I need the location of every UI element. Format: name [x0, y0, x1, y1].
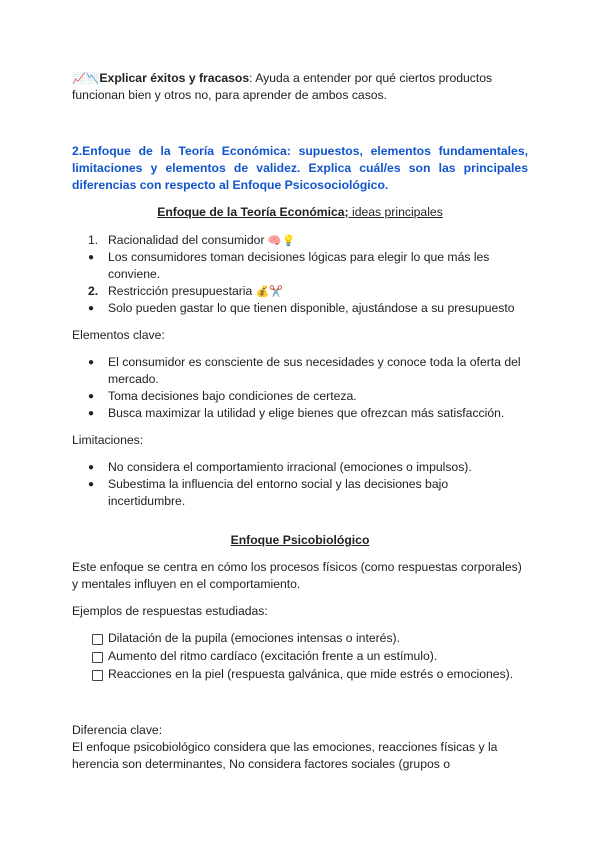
list-item-logical-decisions-cont: conviene.: [108, 267, 161, 281]
checkbox[interactable]: [92, 634, 103, 645]
element-item: El consumidor es consciente de sus necesidades y conoce toda la oferta del: [108, 355, 521, 369]
intro-line-2: funcionan bien y otros no, para aprender de ambos casos.: [72, 88, 388, 102]
list-marker-2: 2.: [88, 284, 99, 298]
element-item: Busca maximizar la utilidad y elige bienes que ofrezcan más satisfacción.: [108, 406, 505, 420]
list-item-budget: [108, 283, 528, 301]
bullet-marker: ●: [88, 479, 95, 490]
diff-line-1: El enfoque psicobiológico considera que las emociones, reacciones físicas y la: [72, 740, 498, 754]
diff-line-2: herencia son determinantes, No considera factores sociales (grupos o: [72, 757, 451, 771]
bullet-marker: ●: [88, 252, 95, 263]
bullet-marker: ●: [88, 391, 95, 402]
brain-bulb-icon: 🧠💡: [267, 235, 296, 247]
example-item: Dilatación de la pupila (emociones intensas o interés).: [108, 631, 400, 645]
question-line-3: diferencias con respecto al Enfoque Psicosociológico.: [72, 178, 389, 192]
question-line-2: limitaciones y elementos de validez. Explica cuál/es son las principales: [72, 161, 528, 175]
psycho-heading: Enfoque Psicobiológico: [230, 533, 370, 547]
list-item-spend-available: Solo pueden gastar lo que tienen disponible, ajustándose a su presupuesto: [108, 301, 515, 315]
psycho-desc-line-1: Este enfoque se centra en cómo los procesos físicos (como respuestas corporales): [72, 560, 522, 574]
example-item: Aumento del ritmo cardíaco (excitación frente a un estímulo).: [108, 649, 438, 663]
economic-heading-rest: ideas principales: [348, 205, 443, 219]
list-marker-1: 1.: [88, 233, 99, 247]
intro-line-1-rest: : Ayuda a entender por qué ciertos productos: [249, 71, 493, 85]
list-item-logical-decisions: Los consumidores toman decisiones lógicas para elegir lo que más les: [108, 250, 490, 264]
list-item-rationality: [108, 232, 528, 250]
chart-emoji-icon: 📈📉: [72, 73, 100, 85]
economic-heading-bold: Enfoque de la Teoría Económica;: [157, 205, 349, 219]
limitation-item: No considera el comportamiento irracional (emociones o impulsos).: [108, 460, 472, 474]
bullet-marker: ●: [88, 462, 95, 473]
intro-line-1: [72, 70, 528, 88]
element-item: Toma decisiones bajo condiciones de certeza.: [108, 389, 357, 403]
money-scissors-icon: 💰✂️: [255, 286, 284, 298]
bullet-marker: ●: [88, 303, 95, 314]
examples-label: Ejemplos de respuestas estudiadas:: [72, 604, 268, 618]
diff-label: Diferencia clave:: [72, 723, 163, 737]
checkbox[interactable]: [92, 670, 103, 681]
element-item-cont: mercado.: [108, 372, 159, 386]
economic-heading: [72, 204, 528, 221]
bullet-marker: ●: [88, 357, 95, 368]
question-line-1: 2.Enfoque de la Teoría Económica: supuestos, elementos fundamentales,: [72, 144, 528, 158]
list-item-text: Restricción presupuestaria: [108, 284, 253, 298]
limitations-label: Limitaciones:: [72, 433, 144, 447]
list-item-text: Racionalidad del consumidor: [108, 233, 265, 247]
elements-label: Elementos clave:: [72, 328, 165, 342]
checkbox[interactable]: [92, 652, 103, 663]
psycho-desc-line-2: y mentales influyen en el comportamiento.: [72, 577, 301, 591]
example-item: Reacciones en la piel (respuesta galvánica, que mide estrés o emociones).: [108, 667, 514, 681]
intro-bold-text: Explicar éxitos y fracasos: [99, 71, 250, 85]
limitation-item: Subestima la influencia del entorno social y las decisiones bajo incertidumbre.: [108, 477, 449, 508]
bullet-marker: ●: [88, 408, 95, 419]
